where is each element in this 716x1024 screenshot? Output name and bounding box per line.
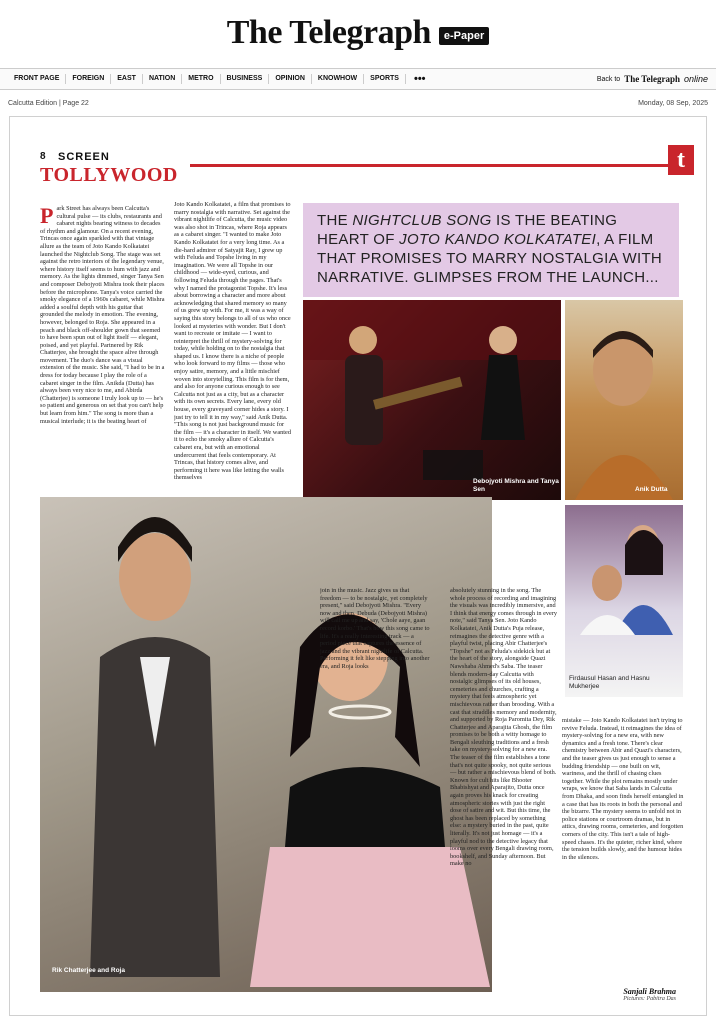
headline-text	[317, 211, 665, 287]
article-text-2: Joto Kando Kolkatatei, a film that promises to marry nostalgia with narrative. Set against the vibrant nightlife of Calcutta, the music video was also shot in Trincas, where Roja appears as a cabaret singer. "I wanted to make Joto Kando Kolkatatei for a very long time. As a die-hard admirer of Satyajit Ray, I grew up with Feluda and Topshe living in my imagination. We were all Topshe in our childhood — wide-eyed, curious, and following Feluda through the pages. That's why I named the protagonist Topshe. It's less about borrowing a character and more about acknowledging that shared memory so many of us grew up with. For me, it was a way of saying this story belongs to all of us who once looked at mysteries with wonder. But I don't want to recreate or imitate — I want to reinterpret the thrill of mystery-solving for today, while holding on to the nostalgia that shaped us. I know there is a niche of people who look forward to my films — those who enjoy satire, memory, and a little mischief woven into storytelling. This film is for them, and also for anyone curious enough to see Calcutta not just as a city, but as a character with its own secrets. Every lane, every old house, every graveyard corner hides a story. I just try to tell it in my way," said Anik Dutta. "This song is not just background music for the film — it's a character in itself. We wanted it to echo the smoky allure of Calcutta's cabaret era, but with an emotional undercurrent that feels contemporary. At Trincas, that history comes alive, and performing it here was like letting the walls themselves	[174, 201, 291, 482]
caption-firdausul: Firdausul Hasan and Hasnu Mukherjee	[569, 675, 650, 690]
nav-knowhow[interactable]: KNOWHOW	[312, 74, 364, 84]
photo-firdausul-hasnu	[565, 505, 683, 697]
nav-nation[interactable]: NATION	[143, 74, 182, 84]
byline-author: Sanjali Brahma	[623, 987, 676, 996]
telegraph-t-logo: t	[668, 145, 694, 175]
article-text-1: ark Street has always been Calcutta's cultural pulse — its clubs, restaurants and cabaret nights bearing witness to decades of rhythm and glamour. On a recent evening, Trincas once again sparkled with that vintage allure as the team of Joto Kando Kolkatatei launched the Nightclub Song. The stage was set against the retro interiors of the legendary venue, where history itself seems to hum with jazz and memory. As the lights dimmed, singer Tanya Sen and composer Debojyoti Mishra took their places before the microphone. Tanya's voice carried the smoky elegance of a 1960s cabaret, while Mishra added a soulful depth with his guitar that grounded the melody in emotion. The evening, however, belonged to Roja. She appeared in a peach and black off-shoulder gown that seemed to have been spun out of light itself — elegant, poised, and yet playful. Partnered by Rik Chatterjee, she brought the space alive through movement. The duo's dance was a visual extension of the music. She said, "I had to be in a dress for today because I play the role of a cabaret singer in the film. Anikda (Dutta) has always been very nice to me, and Abirda (Chatterjee) is someone I truly look up to — he's so patient and generous on set that you can't help but learn from him." The song is more than a musical interlude; it is the beating heart of	[40, 205, 165, 425]
telegraph-logo[interactable]: The Telegraph	[226, 14, 431, 51]
portrait-illustration	[565, 300, 683, 500]
page-number: 8	[40, 151, 46, 162]
photo-anik-dutta	[565, 300, 683, 500]
article-text-center: absolutely stunning in the song. The whole process of recording and imagining the visuals was incredibly immersive, and I think that energy comes through in every note," said Tanya Sen. Joto Kando Kolkatatei, Anik Dutta's Puja release, reimagines the detective genre with a playful twist, placing Abir Chatterjee's "Topshe" not as Feluda's sidekick but at the heart of the story, alongside Quazi Nawshaba Ahmed's Saba. The teaser blends modern-day Calcutta with nostalgic glimpses of its old houses, cemeteries and churches, crafting a mystery that feels atmospheric yet mischievous rather than brooding. With a cast that straddles memory and modernity, and supported by Roja Paromita Dey, Rik Chatterjee and Aparajita Ghosh, the film promises to be both a witty homage to Bengali sleuthing traditions and a fresh take on mystery-solving for a new era. The teaser of the film establishes a tone that's not quite spooky, not quite serious — but rather a mischievous blend of both. Known for cult hits like Bhooter Bhabishyat and Aparajito, Dutta once again proves his knack for creating atmospheric stories with just the right dose of satire and wit. But this time, the ghost has been replaced by something else: a mystery buried in the past, quite literally. It's not just homage — it's a playful nod to the detective legacy that looms over every Bengali drawing room, bookshelf, and Sunday afternoon. But make no	[450, 587, 558, 868]
back-to-online-link[interactable]	[597, 74, 708, 84]
caption-main: Rik Chatterjee and Roja	[52, 967, 125, 974]
article-column-mid	[320, 587, 430, 707]
back-to-label: Back to	[596, 75, 621, 83]
headline-part-1: THE	[317, 212, 353, 229]
nav-sports[interactable]: SPORTS	[364, 74, 406, 84]
epaper-badge: e-Paper	[439, 27, 489, 45]
headline-part-2: IS THE BEATING HEART OF	[317, 212, 618, 248]
article-text-mid: join in the music. Jazz gives us that freedom — to be nostalgic, yet completely present," said Debojyoti Mishra. "Every now and then, Debuda (Debojyoti Mishra) will call me up and say, 'Chole aaye, gaan record korbo.' That's how this song came to life. It's a really interesting track — a period piece that captures the essence of jazz and the vibrant nightlife of Calcutta. Performing it felt like stepping into another era, and Roja looks	[320, 587, 430, 670]
back-to-brand: The Telegraph	[624, 74, 680, 84]
byline-credit: Pictures: Pabitra Das	[623, 996, 676, 1002]
edition-date: Monday, 08 Sep, 2025	[638, 100, 708, 107]
duo-illustration	[565, 505, 683, 635]
rik-figure	[80, 507, 230, 977]
edition-bar	[8, 100, 708, 107]
stage-illustration	[303, 300, 561, 500]
nav-foreign[interactable]: FOREIGN	[66, 74, 111, 84]
caption-stage: Debojyoti Mishra and Tanya Sen	[473, 478, 559, 493]
byline	[623, 987, 676, 1002]
headline-film-title: JOTO KANDO KOLKATATEI	[399, 231, 597, 248]
section-label: SCREEN	[58, 151, 110, 163]
article-column-4	[562, 717, 684, 987]
dropcap: P	[40, 205, 54, 228]
article-column-center	[450, 587, 558, 987]
article-text-4: mistake — Joto Kando Kolkatatei isn't trying to revive Feluda. Instead, it reimagines the idea of mystery-solving for a new era, with new dynamics and a fresh tone. There's clear chemistry between Abir and Quazi's characters, and the teaser gives us just enough to sense a budding friendship — one built on wit, wariness, and the thrill of chasing clues together. While the plot remains mostly under wraps, we know that Saba lands in Calcutta from Dhaka, and soon finds herself entangled in a case that has its roots in both the personal and the bizarre. The mystery seems to unfold not in police stations or courtroom dramas, but in attics, drawing rooms, cemeteries, and forgotten corners of the city. This isn't a tale of high-speed chases. It's the quieter, richer kind, where the tension builds slowly, and the humour hides in the silences.	[562, 717, 684, 861]
caption-anik: Anik Dutta	[635, 486, 668, 493]
photo-debojyoti-tanya	[303, 300, 561, 500]
headline-banner	[303, 203, 679, 297]
masthead	[0, 0, 716, 66]
section-rule	[190, 164, 678, 167]
section-title: TOLLYWOOD	[40, 164, 178, 186]
nav-front-page[interactable]: FRONT PAGE	[8, 74, 66, 84]
nav-east[interactable]: EAST	[111, 74, 143, 84]
photo-rik-roja	[40, 497, 492, 992]
headline-part-3: , A FILM THAT PROMISES TO MARRY NOSTALGIA WITH NARRATIVE. GLIMPSES FROM THE LAUNCH...	[317, 231, 663, 286]
edition-label: Calcutta Edition | Page 22	[8, 100, 89, 107]
section-nav	[0, 68, 716, 90]
more-menu-icon[interactable]: •••	[413, 73, 426, 85]
nav-business[interactable]: BUSINESS	[221, 74, 270, 84]
back-to-online: online	[683, 74, 708, 84]
newspaper-page[interactable]	[9, 116, 707, 1016]
headline-song-title: NIGHTCLUB SONG	[352, 212, 492, 229]
nav-metro[interactable]: METRO	[182, 74, 220, 84]
nav-opinion[interactable]: OPINION	[269, 74, 312, 84]
